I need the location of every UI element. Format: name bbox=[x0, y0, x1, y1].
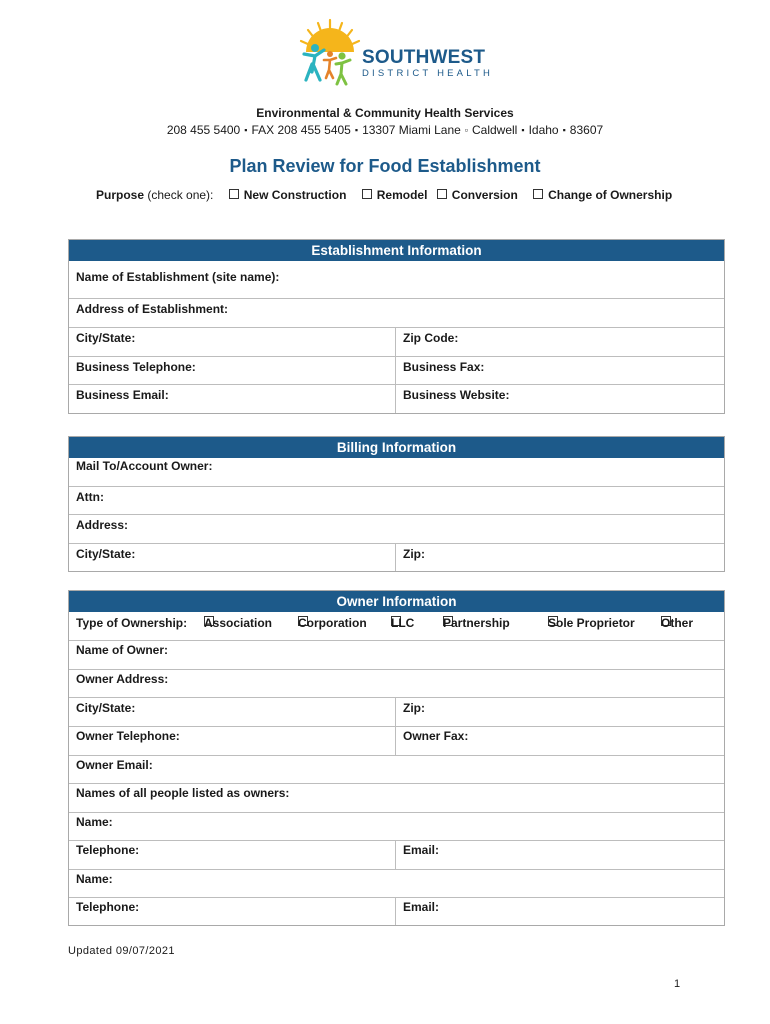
checkbox-icon[interactable] bbox=[437, 189, 447, 199]
owner-city-zip-row[interactable] bbox=[69, 697, 724, 726]
checkbox-icon[interactable] bbox=[229, 189, 239, 199]
billing-address-field[interactable]: Address: bbox=[69, 514, 724, 543]
phone-number: 208 455 5400 bbox=[166, 123, 241, 137]
purpose-option-change-of-ownership[interactable]: Change of Ownership bbox=[533, 188, 672, 202]
purpose-option-conversion[interactable]: Conversion bbox=[437, 188, 518, 202]
telephone-label: Telephone: bbox=[76, 843, 140, 857]
bullet-icon: ▪ bbox=[521, 125, 525, 135]
state: Idaho bbox=[528, 123, 559, 137]
bullet-icon: ▪ bbox=[244, 125, 248, 135]
email-label: Email: bbox=[403, 843, 440, 857]
mail-to-field[interactable]: Mail To/Account Owner: bbox=[76, 459, 213, 473]
purpose-selector bbox=[96, 188, 672, 202]
zip-label: Zip: bbox=[403, 547, 425, 561]
street-address: 13307 Miami Lane bbox=[362, 123, 461, 137]
owner-names-heading: Names of all people listed as owners: bbox=[69, 783, 724, 812]
city-state-label: City/State: bbox=[76, 701, 136, 715]
owner-phone-fax-row[interactable] bbox=[69, 726, 724, 755]
owner-person-name-field[interactable]: Name: bbox=[69, 869, 724, 897]
owner-person-name-field[interactable]: Name: bbox=[69, 812, 724, 840]
bullet-icon: ▫ bbox=[464, 125, 468, 135]
bullet-icon: ▪ bbox=[354, 125, 359, 135]
updated-date: Updated 09/07/2021 bbox=[68, 945, 175, 957]
zip-code: 83607 bbox=[569, 123, 604, 137]
purpose-option-new-construction[interactable]: New Construction bbox=[229, 188, 347, 202]
business-phone-fax-row[interactable] bbox=[69, 356, 724, 384]
section-heading: Establishment Information bbox=[69, 240, 724, 261]
zip-label: Zip: bbox=[403, 701, 425, 715]
owner-name-field[interactable]: Name of Owner: bbox=[69, 640, 724, 669]
business-website-label: Business Website: bbox=[403, 388, 510, 402]
ownership-type-row: Type of Ownership: Association Corporation LLC Partnership Sole Proprietor Other bbox=[76, 616, 694, 630]
agency-name: Environmental & Community Health Services bbox=[256, 106, 514, 120]
email-label: Email: bbox=[403, 900, 440, 914]
contact-line bbox=[0, 123, 770, 137]
city-state-label: City/State: bbox=[76, 331, 136, 345]
city: Caldwell bbox=[472, 123, 518, 137]
ownership-type-label: Type of Ownership: bbox=[76, 616, 188, 630]
owner-telephone-label: Owner Telephone: bbox=[76, 729, 180, 743]
business-telephone-label: Business Telephone: bbox=[76, 360, 196, 374]
attn-field[interactable]: Attn: bbox=[69, 486, 724, 514]
section-heading: Owner Information bbox=[69, 591, 724, 612]
establishment-information-section bbox=[68, 239, 725, 414]
purpose-option-remodel[interactable]: Remodel bbox=[362, 188, 428, 202]
city-state-label: City/State: bbox=[76, 547, 136, 561]
owner-fax-label: Owner Fax: bbox=[403, 729, 469, 743]
business-email-website-row[interactable] bbox=[69, 384, 724, 413]
checkbox-icon[interactable] bbox=[362, 189, 372, 199]
logo-wordmark: SOUTHWEST bbox=[362, 47, 486, 68]
logo-emblem-icon bbox=[290, 14, 370, 94]
billing-information-section bbox=[68, 436, 725, 572]
business-email-label: Business Email: bbox=[76, 388, 169, 402]
telephone-label: Telephone: bbox=[76, 900, 140, 914]
purpose-hint: (check one): bbox=[147, 188, 214, 202]
purpose-label: Purpose bbox=[96, 188, 145, 202]
bullet-icon: ▪ bbox=[562, 125, 566, 135]
section-heading: Billing Information bbox=[69, 437, 724, 458]
owner-person-phone-email-row[interactable] bbox=[69, 897, 724, 925]
logo-subtitle: DISTRICT HEALTH bbox=[362, 68, 494, 79]
establishment-city-zip-row[interactable] bbox=[69, 327, 724, 356]
page-number: 1 bbox=[674, 978, 681, 990]
page-title: Plan Review for Food Establishment bbox=[229, 156, 541, 176]
establishment-address-field[interactable]: Address of Establishment: bbox=[69, 298, 724, 327]
zip-label: Zip Code: bbox=[403, 331, 459, 345]
owner-person-phone-email-row[interactable] bbox=[69, 840, 724, 869]
owner-information-section bbox=[68, 590, 725, 926]
checkbox-icon[interactable] bbox=[533, 189, 543, 199]
owner-address-field[interactable]: Owner Address: bbox=[69, 669, 724, 697]
business-fax-label: Business Fax: bbox=[403, 360, 485, 374]
establishment-name-field[interactable]: Name of Establishment (site name): bbox=[76, 270, 280, 284]
fax-number: FAX 208 455 5405 bbox=[251, 123, 351, 137]
owner-email-field[interactable]: Owner Email: bbox=[69, 755, 724, 783]
billing-city-zip-row[interactable] bbox=[69, 543, 724, 571]
southwest-district-health-logo bbox=[290, 14, 494, 94]
